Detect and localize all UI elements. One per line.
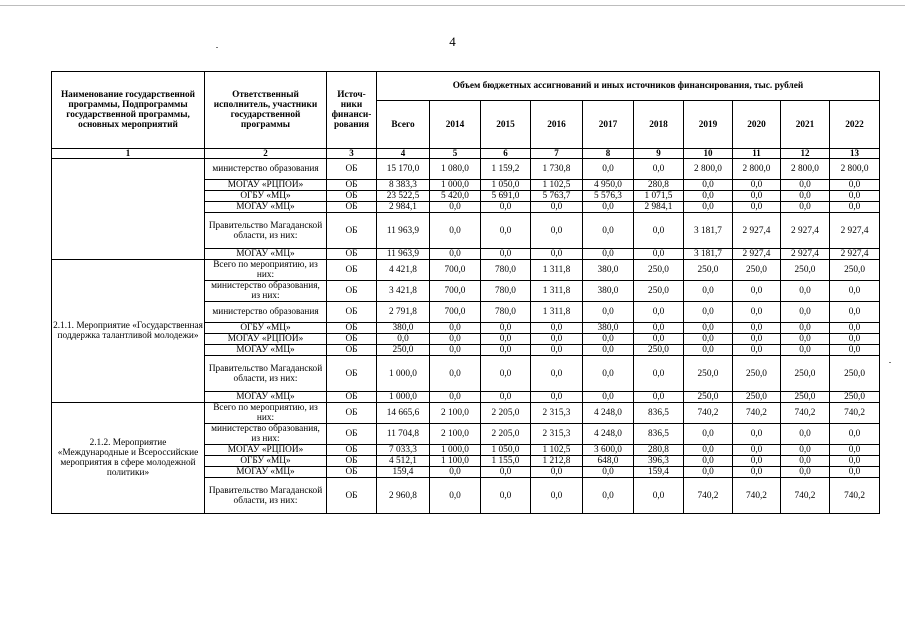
total-value-cell: 4 421,8 bbox=[377, 260, 430, 281]
source-cell: ОБ bbox=[327, 392, 377, 403]
year-value-cell: 2 927,4 bbox=[830, 213, 880, 249]
year-value-cell: 250,0 bbox=[781, 260, 830, 281]
year-value-cell: 5 420,0 bbox=[430, 191, 481, 202]
total-value-cell: 159,4 bbox=[377, 467, 430, 478]
year-value-cell: 250,0 bbox=[634, 260, 684, 281]
year-value-cell: 250,0 bbox=[733, 392, 781, 403]
year-value-cell: 1 000,0 bbox=[430, 445, 481, 456]
executor-cell: Всего по мероприятию, из них: bbox=[205, 260, 327, 281]
total-value-cell: 1 000,0 bbox=[377, 392, 430, 403]
total-value-cell: 0,0 bbox=[377, 334, 430, 345]
column-number: 6 bbox=[481, 149, 531, 159]
year-value-cell: 0,0 bbox=[830, 202, 880, 213]
program-item-name bbox=[52, 159, 205, 260]
total-value-cell: 11 704,8 bbox=[377, 424, 430, 445]
header-year: 2017 bbox=[583, 101, 634, 149]
executor-cell: министерство образования, из них: bbox=[205, 281, 327, 302]
header-executor: Ответственный исполнитель, участники государственной программы bbox=[205, 72, 327, 149]
year-value-cell: 2 100,0 bbox=[430, 424, 481, 445]
year-value-cell: 2 205,0 bbox=[481, 424, 531, 445]
header-year: 2021 bbox=[781, 101, 830, 149]
year-value-cell: 836,5 bbox=[634, 424, 684, 445]
year-value-cell: 0,0 bbox=[830, 334, 880, 345]
source-cell: ОБ bbox=[327, 191, 377, 202]
year-value-cell: 0,0 bbox=[583, 392, 634, 403]
header-name: Наименование государственной программы, Подпрограммы государственной программы, основных мероприятий bbox=[52, 72, 205, 149]
year-value-cell: 648,0 bbox=[583, 456, 634, 467]
year-value-cell: 1 311,8 bbox=[531, 281, 583, 302]
table-row bbox=[52, 260, 880, 281]
year-value-cell: 0,0 bbox=[684, 445, 733, 456]
year-value-cell: 0,0 bbox=[684, 323, 733, 334]
year-value-cell: 0,0 bbox=[481, 478, 531, 514]
year-value-cell: 740,2 bbox=[733, 478, 781, 514]
year-value-cell: 0,0 bbox=[531, 345, 583, 356]
year-value-cell: 0,0 bbox=[634, 249, 684, 260]
header-year: 2019 bbox=[684, 101, 733, 149]
year-value-cell: 740,2 bbox=[830, 403, 880, 424]
year-value-cell: 0,0 bbox=[634, 302, 684, 323]
year-value-cell: 280,8 bbox=[634, 180, 684, 191]
executor-cell: МОГАУ «РЦПОИ» bbox=[205, 180, 327, 191]
executor-cell: Правительство Магаданской области, из них: bbox=[205, 213, 327, 249]
year-value-cell: 0,0 bbox=[781, 424, 830, 445]
column-number: 8 bbox=[583, 149, 634, 159]
year-value-cell: 3 181,7 bbox=[684, 249, 733, 260]
year-value-cell: 2 205,0 bbox=[481, 403, 531, 424]
year-value-cell: 780,0 bbox=[481, 281, 531, 302]
year-value-cell: 0,0 bbox=[781, 467, 830, 478]
year-value-cell: 0,0 bbox=[481, 249, 531, 260]
source-cell: ОБ bbox=[327, 403, 377, 424]
year-value-cell: 1 080,0 bbox=[430, 159, 481, 180]
year-value-cell: 0,0 bbox=[733, 191, 781, 202]
year-value-cell: 380,0 bbox=[583, 281, 634, 302]
year-value-cell: 0,0 bbox=[481, 213, 531, 249]
total-value-cell: 14 665,6 bbox=[377, 403, 430, 424]
total-value-cell: 4 512,1 bbox=[377, 456, 430, 467]
source-cell: ОБ bbox=[327, 202, 377, 213]
year-value-cell: 250,0 bbox=[634, 345, 684, 356]
year-value-cell: 0,0 bbox=[830, 281, 880, 302]
year-value-cell: 1 050,0 bbox=[481, 445, 531, 456]
year-value-cell: 2 927,4 bbox=[781, 213, 830, 249]
total-value-cell: 2 960,8 bbox=[377, 478, 430, 514]
executor-cell: ОГБУ «МЦ» bbox=[205, 191, 327, 202]
source-cell: ОБ bbox=[327, 180, 377, 191]
column-number: 7 bbox=[531, 149, 583, 159]
year-value-cell: 0,0 bbox=[634, 356, 684, 392]
source-cell: ОБ bbox=[327, 478, 377, 514]
year-value-cell: 0,0 bbox=[733, 424, 781, 445]
year-value-cell: 780,0 bbox=[481, 260, 531, 281]
year-value-cell: 780,0 bbox=[481, 302, 531, 323]
year-value-cell: 700,0 bbox=[430, 281, 481, 302]
executor-cell: Всего по мероприятию, из них: bbox=[205, 403, 327, 424]
year-value-cell: 0,0 bbox=[684, 191, 733, 202]
executor-cell: министерство образования, из них: bbox=[205, 424, 327, 445]
year-value-cell: 280,8 bbox=[634, 445, 684, 456]
year-value-cell: 0,0 bbox=[830, 302, 880, 323]
total-value-cell: 2 984,1 bbox=[377, 202, 430, 213]
executor-cell: министерство образования bbox=[205, 302, 327, 323]
year-value-cell: 250,0 bbox=[781, 356, 830, 392]
total-value-cell: 11 963,9 bbox=[377, 213, 430, 249]
year-value-cell: 0,0 bbox=[481, 334, 531, 345]
source-cell: ОБ bbox=[327, 456, 377, 467]
year-value-cell: 2 315,3 bbox=[531, 403, 583, 424]
total-value-cell: 250,0 bbox=[377, 345, 430, 356]
year-value-cell: 0,0 bbox=[733, 281, 781, 302]
column-number: 3 bbox=[327, 149, 377, 159]
year-value-cell: 0,0 bbox=[430, 392, 481, 403]
table-row bbox=[52, 403, 880, 424]
year-value-cell: 0,0 bbox=[583, 159, 634, 180]
source-cell: ОБ bbox=[327, 334, 377, 345]
year-value-cell: 0,0 bbox=[583, 249, 634, 260]
year-value-cell: 1 102,5 bbox=[531, 180, 583, 191]
column-number: 5 bbox=[430, 149, 481, 159]
year-value-cell: 740,2 bbox=[830, 478, 880, 514]
year-value-cell: 380,0 bbox=[583, 323, 634, 334]
executor-cell: МОГАУ «РЦПОИ» bbox=[205, 445, 327, 456]
total-value-cell: 7 033,3 bbox=[377, 445, 430, 456]
year-value-cell: 740,2 bbox=[781, 478, 830, 514]
executor-cell: министерство образования bbox=[205, 159, 327, 180]
total-value-cell: 2 791,8 bbox=[377, 302, 430, 323]
executor-cell: МОГАУ «МЦ» bbox=[205, 345, 327, 356]
column-number: 10 bbox=[684, 149, 733, 159]
year-value-cell: 1 159,2 bbox=[481, 159, 531, 180]
source-cell: ОБ bbox=[327, 345, 377, 356]
year-value-cell: 0,0 bbox=[531, 478, 583, 514]
year-value-cell: 0,0 bbox=[830, 191, 880, 202]
year-value-cell: 0,0 bbox=[733, 456, 781, 467]
year-value-cell: 250,0 bbox=[830, 356, 880, 392]
year-value-cell: 0,0 bbox=[531, 392, 583, 403]
column-number: 13 bbox=[830, 149, 880, 159]
year-value-cell: 0,0 bbox=[430, 249, 481, 260]
source-cell: ОБ bbox=[327, 159, 377, 180]
year-value-cell: 0,0 bbox=[781, 323, 830, 334]
year-value-cell: 0,0 bbox=[531, 334, 583, 345]
year-value-cell: 4 248,0 bbox=[583, 403, 634, 424]
year-value-cell: 0,0 bbox=[733, 445, 781, 456]
year-value-cell: 0,0 bbox=[830, 345, 880, 356]
executor-cell: Правительство Магаданской области, из них: bbox=[205, 356, 327, 392]
column-number: 11 bbox=[733, 149, 781, 159]
year-value-cell: 0,0 bbox=[781, 445, 830, 456]
year-value-cell: 1 212,8 bbox=[531, 456, 583, 467]
year-value-cell: 380,0 bbox=[583, 260, 634, 281]
year-value-cell: 0,0 bbox=[583, 213, 634, 249]
scan-speck bbox=[889, 362, 891, 363]
year-value-cell: 0,0 bbox=[781, 302, 830, 323]
year-value-cell: 1 050,0 bbox=[481, 180, 531, 191]
year-value-cell: 700,0 bbox=[430, 260, 481, 281]
year-value-cell: 250,0 bbox=[684, 260, 733, 281]
header-year: 2020 bbox=[733, 101, 781, 149]
year-value-cell: 0,0 bbox=[830, 424, 880, 445]
column-number: 9 bbox=[634, 149, 684, 159]
source-cell: ОБ bbox=[327, 213, 377, 249]
year-value-cell: 0,0 bbox=[481, 467, 531, 478]
year-value-cell: 740,2 bbox=[684, 478, 733, 514]
year-value-cell: 2 800,0 bbox=[684, 159, 733, 180]
column-number: 4 bbox=[377, 149, 430, 159]
year-value-cell: 0,0 bbox=[430, 323, 481, 334]
year-value-cell: 0,0 bbox=[684, 345, 733, 356]
year-value-cell: 700,0 bbox=[430, 302, 481, 323]
top-border-line bbox=[0, 5, 905, 6]
program-item-name: 2.1.1. Мероприятие «Государственная поддержка талантливой молодежи» bbox=[52, 260, 205, 403]
table-row bbox=[52, 159, 880, 180]
year-value-cell: 250,0 bbox=[733, 260, 781, 281]
year-value-cell: 0,0 bbox=[531, 356, 583, 392]
year-value-cell: 1 102,5 bbox=[531, 445, 583, 456]
year-value-cell: 0,0 bbox=[481, 356, 531, 392]
year-value-cell: 5 576,3 bbox=[583, 191, 634, 202]
year-value-cell: 0,0 bbox=[733, 202, 781, 213]
year-value-cell: 0,0 bbox=[430, 202, 481, 213]
year-value-cell: 0,0 bbox=[531, 213, 583, 249]
source-cell: ОБ bbox=[327, 281, 377, 302]
year-value-cell: 740,2 bbox=[684, 403, 733, 424]
source-cell: ОБ bbox=[327, 302, 377, 323]
executor-cell: МОГАУ «МЦ» bbox=[205, 467, 327, 478]
column-number: 12 bbox=[781, 149, 830, 159]
year-value-cell: 0,0 bbox=[684, 467, 733, 478]
executor-cell: МОГАУ «РЦПОИ» bbox=[205, 334, 327, 345]
year-value-cell: 0,0 bbox=[430, 345, 481, 356]
year-value-cell: 0,0 bbox=[830, 467, 880, 478]
year-value-cell: 0,0 bbox=[481, 345, 531, 356]
year-value-cell: 2 800,0 bbox=[733, 159, 781, 180]
header-year: 2018 bbox=[634, 101, 684, 149]
year-value-cell: 740,2 bbox=[733, 403, 781, 424]
year-value-cell: 1 071,5 bbox=[634, 191, 684, 202]
year-value-cell: 396,3 bbox=[634, 456, 684, 467]
header-year: 2016 bbox=[531, 101, 583, 149]
year-value-cell: 3 181,7 bbox=[684, 213, 733, 249]
column-number: 2 bbox=[205, 149, 327, 159]
total-value-cell: 3 421,8 bbox=[377, 281, 430, 302]
year-value-cell: 0,0 bbox=[430, 356, 481, 392]
program-item-name: 2.1.2. Мероприятие «Международные и Всероссийские мероприятия в сфере молодежной политики» bbox=[52, 403, 205, 514]
year-value-cell: 5 763,7 bbox=[531, 191, 583, 202]
year-value-cell: 0,0 bbox=[684, 302, 733, 323]
year-value-cell: 1 155,0 bbox=[481, 456, 531, 467]
year-value-cell: 1 311,8 bbox=[531, 260, 583, 281]
year-value-cell: 1 000,0 bbox=[430, 180, 481, 191]
year-value-cell: 0,0 bbox=[531, 202, 583, 213]
source-cell: ОБ bbox=[327, 356, 377, 392]
year-value-cell: 0,0 bbox=[733, 345, 781, 356]
year-value-cell: 250,0 bbox=[830, 392, 880, 403]
year-value-cell: 0,0 bbox=[634, 392, 684, 403]
year-value-cell: 0,0 bbox=[634, 478, 684, 514]
year-value-cell: 0,0 bbox=[583, 356, 634, 392]
year-value-cell: 0,0 bbox=[531, 249, 583, 260]
year-value-cell: 0,0 bbox=[481, 202, 531, 213]
year-value-cell: 0,0 bbox=[531, 467, 583, 478]
year-value-cell: 0,0 bbox=[781, 191, 830, 202]
year-value-cell: 2 800,0 bbox=[830, 159, 880, 180]
year-value-cell: 250,0 bbox=[733, 356, 781, 392]
year-value-cell: 1 311,8 bbox=[531, 302, 583, 323]
year-value-cell: 0,0 bbox=[430, 478, 481, 514]
header-year: 2015 bbox=[481, 101, 531, 149]
year-value-cell: 0,0 bbox=[481, 392, 531, 403]
year-value-cell: 250,0 bbox=[781, 392, 830, 403]
year-value-cell: 0,0 bbox=[430, 467, 481, 478]
executor-cell: МОГАУ «МЦ» bbox=[205, 392, 327, 403]
year-value-cell: 0,0 bbox=[733, 180, 781, 191]
year-value-cell: 0,0 bbox=[583, 202, 634, 213]
year-value-cell: 2 100,0 bbox=[430, 403, 481, 424]
year-value-cell: 2 927,4 bbox=[733, 213, 781, 249]
header-volume: Объем бюджетных ассигнований и иных источников финансирования, тыс. рублей bbox=[377, 72, 880, 101]
year-value-cell: 0,0 bbox=[430, 334, 481, 345]
year-value-cell: 0,0 bbox=[781, 281, 830, 302]
total-value-cell: 1 000,0 bbox=[377, 356, 430, 392]
year-value-cell: 0,0 bbox=[733, 323, 781, 334]
executor-cell: ОГБУ «МЦ» bbox=[205, 323, 327, 334]
year-value-cell: 2 800,0 bbox=[781, 159, 830, 180]
header-total: Всего bbox=[377, 101, 430, 149]
executor-cell: МОГАУ «МЦ» bbox=[205, 249, 327, 260]
year-value-cell: 0,0 bbox=[830, 445, 880, 456]
year-value-cell: 4 950,0 bbox=[583, 180, 634, 191]
year-value-cell: 250,0 bbox=[830, 260, 880, 281]
year-value-cell: 2 927,4 bbox=[781, 249, 830, 260]
table-body bbox=[52, 159, 880, 514]
year-value-cell: 0,0 bbox=[684, 202, 733, 213]
year-value-cell: 0,0 bbox=[781, 202, 830, 213]
year-value-cell: 0,0 bbox=[634, 213, 684, 249]
year-value-cell: 0,0 bbox=[430, 213, 481, 249]
source-cell: ОБ bbox=[327, 445, 377, 456]
year-value-cell: 0,0 bbox=[583, 467, 634, 478]
page-number: 4 bbox=[449, 34, 456, 49]
year-value-cell: 0,0 bbox=[684, 180, 733, 191]
year-value-cell: 0,0 bbox=[684, 424, 733, 445]
year-value-cell: 5 691,0 bbox=[481, 191, 531, 202]
year-value-cell: 0,0 bbox=[781, 334, 830, 345]
total-value-cell: 11 963,9 bbox=[377, 249, 430, 260]
total-value-cell: 15 170,0 bbox=[377, 159, 430, 180]
year-value-cell: 2 927,4 bbox=[830, 249, 880, 260]
year-value-cell: 2 927,4 bbox=[733, 249, 781, 260]
year-value-cell: 2 315,3 bbox=[531, 424, 583, 445]
year-value-cell: 250,0 bbox=[634, 281, 684, 302]
executor-cell: МОГАУ «МЦ» bbox=[205, 202, 327, 213]
source-cell: ОБ bbox=[327, 249, 377, 260]
executor-cell: Правительство Магаданской области, из них: bbox=[205, 478, 327, 514]
year-value-cell: 0,0 bbox=[481, 323, 531, 334]
year-value-cell: 836,5 bbox=[634, 403, 684, 424]
header-year: 2014 bbox=[430, 101, 481, 149]
total-value-cell: 380,0 bbox=[377, 323, 430, 334]
table-header bbox=[52, 72, 880, 159]
year-value-cell: 0,0 bbox=[781, 345, 830, 356]
year-value-cell: 0,0 bbox=[583, 478, 634, 514]
total-value-cell: 8 383,3 bbox=[377, 180, 430, 191]
year-value-cell: 0,0 bbox=[634, 159, 684, 180]
year-value-cell: 1 100,0 bbox=[430, 456, 481, 467]
year-value-cell: 0,0 bbox=[634, 323, 684, 334]
column-number-row bbox=[52, 149, 880, 159]
year-value-cell: 0,0 bbox=[583, 345, 634, 356]
executor-cell: ОГБУ «МЦ» bbox=[205, 456, 327, 467]
year-value-cell: 1 730,8 bbox=[531, 159, 583, 180]
year-value-cell: 250,0 bbox=[684, 356, 733, 392]
source-cell: ОБ bbox=[327, 424, 377, 445]
year-value-cell: 250,0 bbox=[684, 392, 733, 403]
header-source: Источ-ники финанси-рования bbox=[327, 72, 377, 149]
year-value-cell: 4 248,0 bbox=[583, 424, 634, 445]
year-value-cell: 0,0 bbox=[531, 323, 583, 334]
year-value-cell: 0,0 bbox=[733, 302, 781, 323]
year-value-cell: 0,0 bbox=[781, 180, 830, 191]
year-value-cell: 0,0 bbox=[830, 456, 880, 467]
year-value-cell: 0,0 bbox=[733, 334, 781, 345]
source-cell: ОБ bbox=[327, 323, 377, 334]
year-value-cell: 159,4 bbox=[634, 467, 684, 478]
source-cell: ОБ bbox=[327, 467, 377, 478]
year-value-cell: 0,0 bbox=[781, 456, 830, 467]
year-value-cell: 0,0 bbox=[830, 180, 880, 191]
year-value-cell: 0,0 bbox=[830, 323, 880, 334]
year-value-cell: 0,0 bbox=[684, 334, 733, 345]
total-value-cell: 23 522,5 bbox=[377, 191, 430, 202]
year-value-cell: 0,0 bbox=[583, 334, 634, 345]
year-value-cell: 0,0 bbox=[583, 302, 634, 323]
budget-table bbox=[51, 71, 880, 514]
year-value-cell: 740,2 bbox=[781, 403, 830, 424]
column-number: 1 bbox=[52, 149, 205, 159]
year-value-cell: 0,0 bbox=[684, 456, 733, 467]
year-value-cell: 0,0 bbox=[684, 281, 733, 302]
year-value-cell: 3 600,0 bbox=[583, 445, 634, 456]
source-cell: ОБ bbox=[327, 260, 377, 281]
year-value-cell: 2 984,1 bbox=[634, 202, 684, 213]
year-value-cell: 0,0 bbox=[634, 334, 684, 345]
header-year: 2022 bbox=[830, 101, 880, 149]
year-value-cell: 0,0 bbox=[733, 467, 781, 478]
